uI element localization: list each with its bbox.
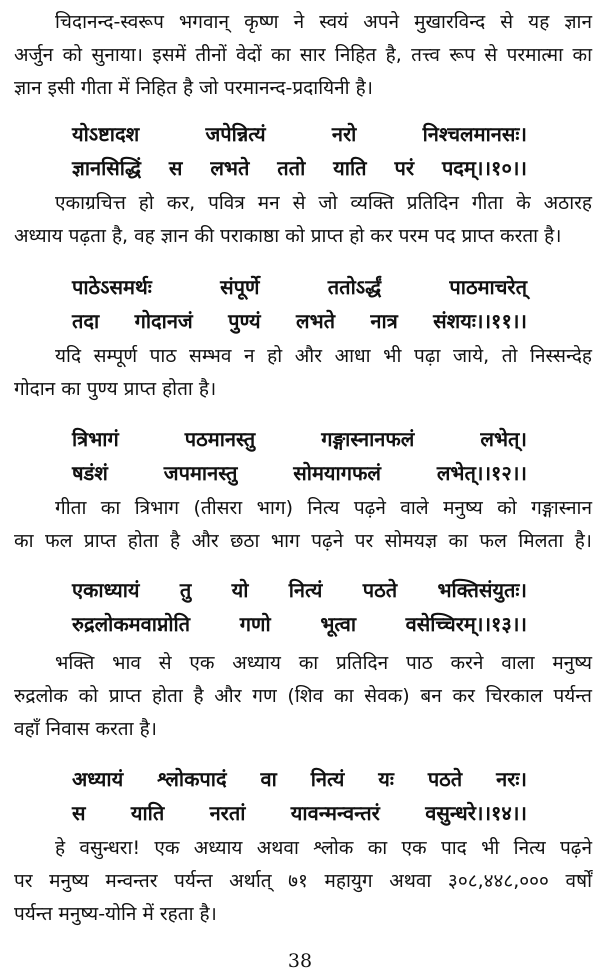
- verse-line: योऽष्टादश जपेन्नित्यं नरो निश्चलमानसः।: [72, 122, 527, 146]
- verse-line: ज्ञानसिद्धिं स लभते ततो याति परं पदम्।।१०।।: [72, 156, 527, 180]
- prose-line: गीता का त्रिभाग (तीसरा भाग) नित्य पढ़ने वाले मनुष्य को गङ्गास्नान: [55, 497, 592, 519]
- prose-paragraph: [14, 647, 592, 746]
- sanskrit-verse: [72, 422, 527, 490]
- prose-line: चिदानन्द-स्वरूप भगवान् कृष्ण ने स्वयं अपने मुखारविन्द से यह ज्ञान: [55, 11, 592, 33]
- sanskrit-verse: [72, 117, 527, 185]
- prose-line: पर्यन्त मनुष्य-योनि में रहता है।: [14, 903, 217, 925]
- verse-line: त्रिभागं पठमानस्तु गङ्गास्नानफलं लभेत्।: [72, 427, 527, 451]
- prose-paragraph: [14, 492, 592, 558]
- sanskrit-verse: [72, 573, 527, 641]
- verse-line: स याति नरतां यावन्मन्वन्तरं वसुन्धरे।।१४।।: [72, 801, 527, 825]
- prose-line: वहाँ निवास करता है।: [14, 718, 157, 740]
- page-number: 38: [287, 950, 313, 972]
- prose-paragraph: [14, 6, 592, 105]
- prose-line: एकाग्रचित्त हो कर, पवित्र मन से जो व्यक्ति प्रतिदिन गीता के अठारह: [55, 192, 592, 214]
- prose-line: अध्याय पढ़ता है, वह ज्ञान की पराकाष्ठा को प्राप्त हो कर परम पद प्राप्त करता है।: [14, 225, 562, 247]
- prose-line: रुद्रलोक को प्राप्त होता है और गण (शिव का सेवक) बन कर चिरकाल पर्यन्त: [14, 685, 592, 707]
- verse-line: षडंशं जपमानस्तु सोमयागफलं लभेत्।।१२।।: [72, 461, 527, 485]
- prose-line: गोदान का पुण्य प्राप्त होता है।: [14, 378, 217, 400]
- prose-paragraph: [14, 340, 592, 406]
- verse-line: तदा गोदानजं पुण्यं लभते नात्र संशयः।।११।।: [72, 309, 527, 333]
- prose-line: हे वसुन्धरा! एक अध्याय अथवा श्लोक का एक पाद भी नित्य पढ़ने: [55, 837, 592, 859]
- prose-line: पर मनुष्य मन्वन्तर पर्यन्त अर्थात् ७१ महायुग अथवा ३०८,४४८,००० वर्षों: [14, 870, 592, 892]
- prose-line: का फल प्राप्त होता है और छठा भाग पढ़ने पर सोमयज्ञ का फल मिलता है।: [14, 530, 592, 552]
- verse-line: अध्यायं श्लोकपादं वा नित्यं यः पठते नरः।: [72, 767, 527, 791]
- sanskrit-verse: [72, 270, 527, 338]
- prose-line: भक्ति भाव से एक अध्याय का प्रतिदिन पाठ करने वाला मनुष्य: [55, 652, 592, 674]
- prose-line: अर्जुन को सुनाया। इसमें तीनों वेदों का सार निहित है, तत्त्व रूप से परमात्मा का: [14, 44, 592, 66]
- verse-line: एकाध्यायं तु यो नित्यं पठते भक्तिसंयुतः।: [72, 578, 527, 602]
- verse-line: रुद्रलोकमवाप्नोति गणो भूत्वा वसेच्चिरम्।।१३।।: [72, 612, 527, 636]
- prose-paragraph: [14, 832, 592, 931]
- prose-line: यदि सम्पूर्ण पाठ सम्भव न हो और आधा भी पढ़ा जाये, तो निस्सन्देह: [55, 345, 592, 367]
- prose-line: ज्ञान इसी गीता में निहित है जो परमानन्द-प्रदायिनी है।: [14, 77, 373, 99]
- sanskrit-verse: [72, 762, 527, 830]
- verse-line: पाठेऽसमर्थः संपूर्णे ततोऽर्द्धं पाठमाचरेत्: [72, 275, 527, 299]
- prose-paragraph: [14, 187, 592, 253]
